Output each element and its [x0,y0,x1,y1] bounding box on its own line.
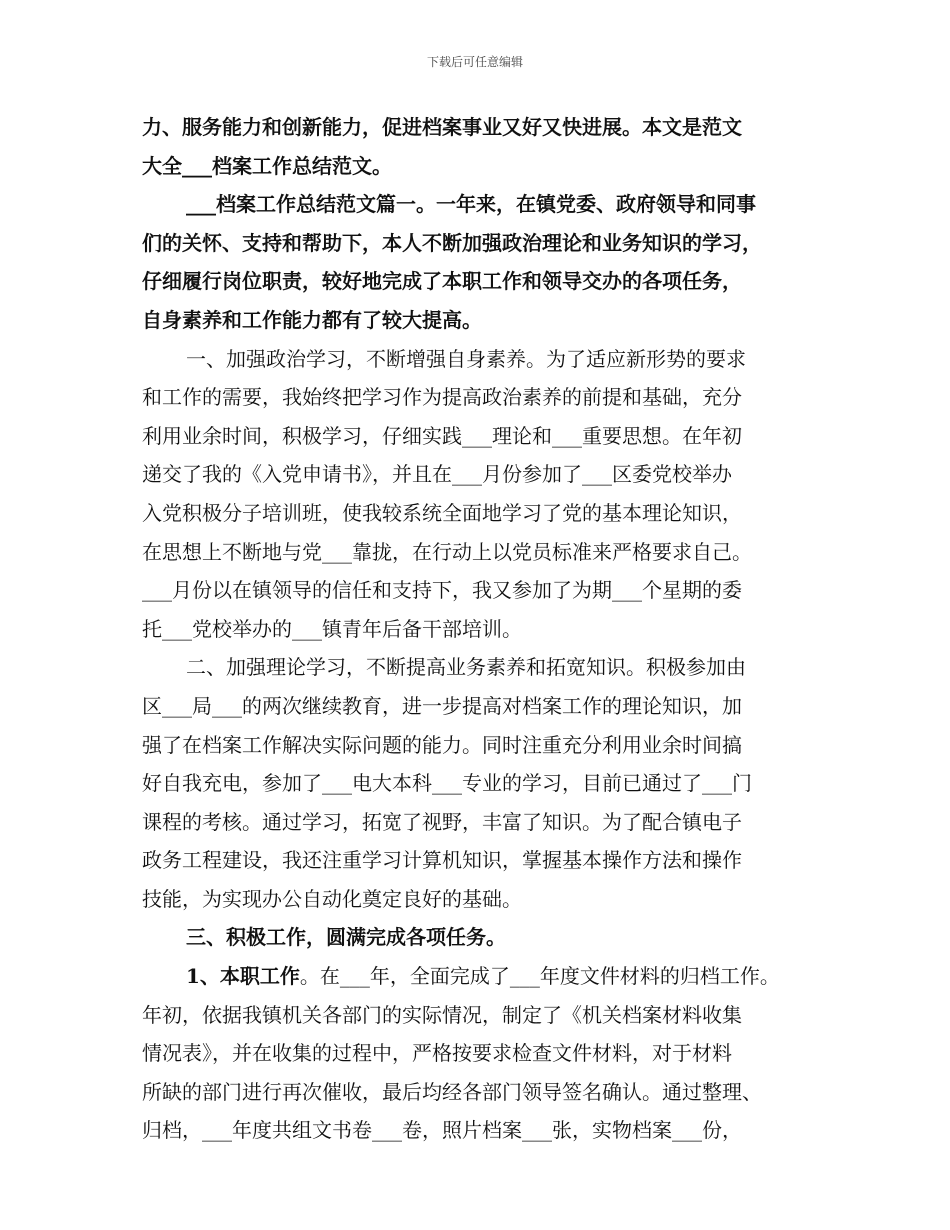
page-header: 下载后可任意编辑 [426,55,523,69]
text-line: 好自我充电，参加了___电大本科___专业的学习，目前已通过了___门 [142,771,752,796]
text-line: 区___局___的两次继续教育，进一步提高对档案工作的理论知识，加 [142,693,742,718]
text-line: 一、加强政治学习，不断增强自身素养。为了适应新形势的要求 [186,346,746,371]
text-line: 们的关怀、支持和帮助下，本人不断加强政治理论和业务知识的学习， [142,230,762,255]
text-line: 三、积极工作，圆满完成各项任务。 [186,925,506,950]
text-line: 大全___档案工作总结范文。 [142,153,392,178]
text-line: 课程的考核。通过学习，拓宽了视野，丰富了知识。为了配合镇电子 [142,809,742,834]
text-line: 在思想上不断地与党___靠拢，在行动上以党员标准来严格要求自己。 [142,539,752,564]
text-line: 和工作的需要，我始终把学习作为提高政治素养的前提和基础，充分 [142,385,742,410]
document-body [142,108,818,1150]
text-line: 自身素养和工作能力都有了较大提高。 [142,307,482,332]
text-line: 强了在档案工作解决实际问题的能力。同时注重充分利用业余时间搞 [142,732,742,757]
text-line: 年初，依据我镇机关各部门的实际情况，制定了《机关档案材料收集 [142,1002,742,1027]
text-line: 仔细履行岗位职责，较好地完成了本职工作和领导交办的各项任务， [142,269,742,294]
text-line: 利用业余时间，积极学习，仔细实践___理论和___重要思想。在年初 [142,423,742,448]
text-line: 递交了我的《入党申请书》，并且在___月份参加了___区委党校举办 [142,462,732,487]
text-line: 技能，为实现办公自动化奠定良好的基础。 [142,886,522,911]
text-line: ___档案工作总结范文篇一。一年来，在镇党委、政府领导和同事 [186,192,756,217]
text-line: 政务工程建设，我还注重学习计算机知识，掌握基本操作方法和操作 [142,848,742,873]
text-line: 情况表》，并在收集的过程中，严格按要求检查文件材料，对于材料 [142,1041,732,1066]
text-line: 力、服务能力和创新能力，促进档案事业又好又快进展。本文是范文 [142,115,742,139]
line-text: 。在___年，全面完成了___年度文件材料的归档工作。 [299,964,780,989]
text-line: 所缺的部门进行再次催收，最后均经各部门领导签名确认。通过整理、 [142,1079,762,1104]
text-line: 二、加强理论学习，不断提高业务素养和拓宽知识。积极参加由 [186,655,746,680]
text-line: 托___党校举办的___镇青年后备干部培训。 [142,616,522,641]
text-line: 归档，___年度共组文书卷___卷，照片档案___张，实物档案___份， [142,1118,742,1143]
text-line: 入党积极分子培训班，使我较系统全面地学习了党的基本理论知识， [142,500,742,525]
inline-heading: 1、本职工作 [186,964,300,989]
text-line: ___月份以在镇领导的信任和支持下，我又参加了为期___个星期的委 [142,578,742,603]
text-line [142,957,818,996]
